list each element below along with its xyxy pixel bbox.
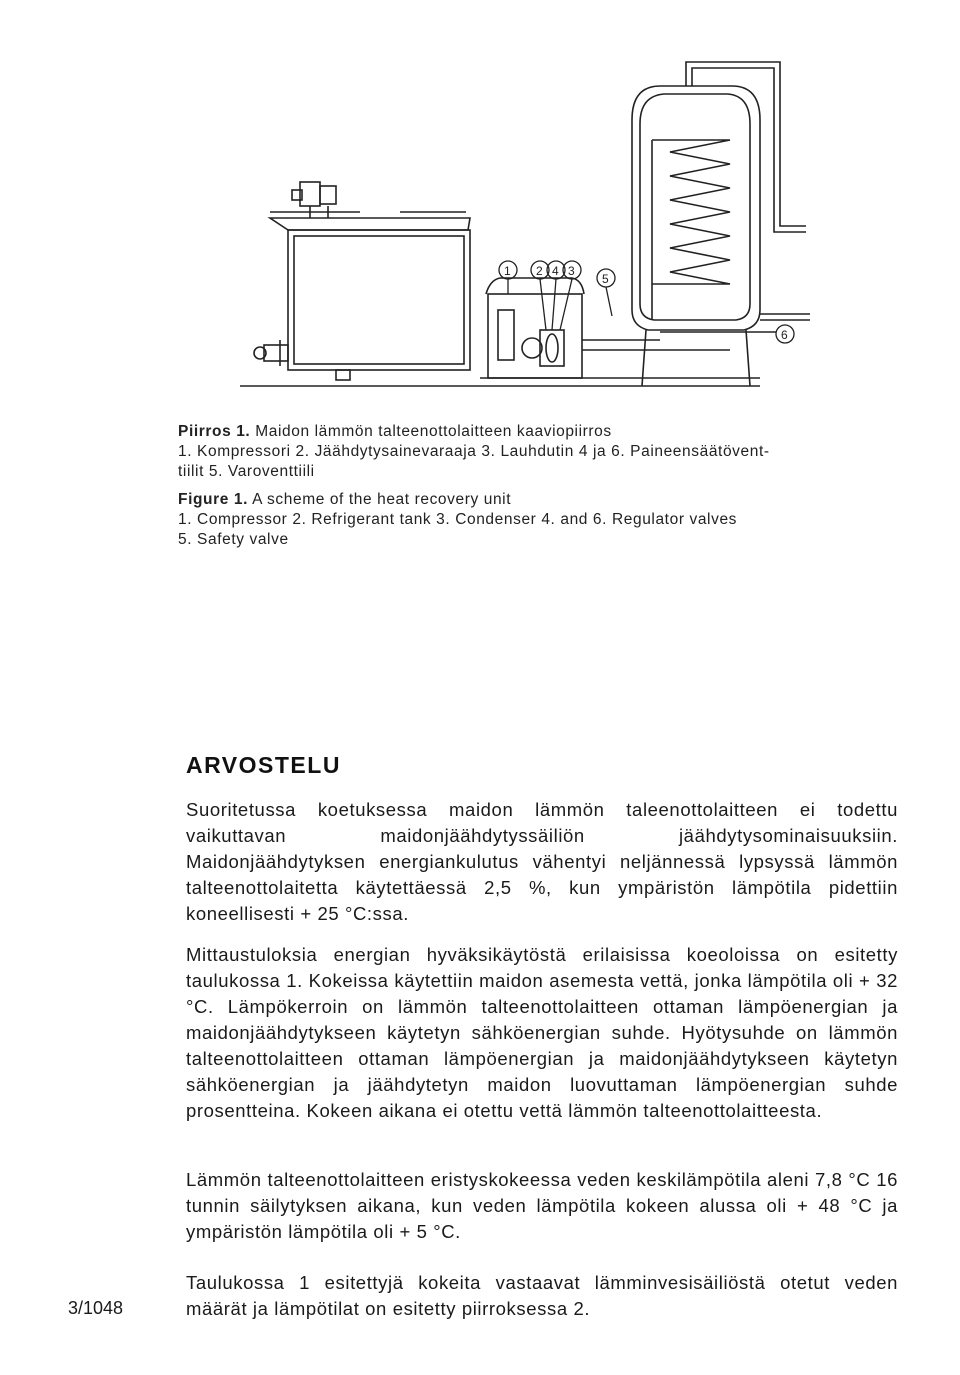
- caption-fi-line3: tiilit 5. Varoventtiili: [178, 463, 315, 480]
- caption-en-title: A scheme of the heat recovery unit: [252, 491, 512, 508]
- caption-en-line1: [178, 490, 898, 510]
- heat-recovery-diagram: [240, 40, 840, 400]
- compressor-unit: [480, 278, 760, 378]
- caption-en-label: Figure 1.: [178, 491, 248, 508]
- section-heading: ARVOSTELU: [186, 752, 341, 778]
- paragraph-3: Lämmön talteenottolaitteen eristyskokeessa veden keskilämpötila aleni 7,8 °C 16 tunnin säilytyksen aikana, kun veden lämpötila kokeen alussa oli + 48 °C ja ympäristön lämpötila oli + 5 °C.: [186, 1169, 898, 1242]
- valve-label-2: 2: [536, 264, 543, 278]
- valve-label-5: 5: [602, 272, 609, 286]
- milk-tank: [254, 182, 470, 380]
- caption-fi-line2: 1. Kompressori 2. Jäähdytysainevaraaja 3. Lauhdutin 4 ja 6. Paineensäätövent-: [178, 443, 770, 460]
- caption-fi-title: Maidon lämmön talteenottolaitteen kaaviopiirros: [255, 423, 612, 440]
- valve-label-1: 1: [504, 264, 511, 278]
- caption-en-line2: 1. Compressor 2. Refrigerant tank 3. Condenser 4. and 6. Regulator valves: [178, 511, 738, 528]
- valve-label-6: 6: [781, 328, 788, 342]
- paragraph-4: Taulukossa 1 esitettyjä kokeita vastaavat lämminvesisäiliöstä otetut veden määrät ja lämpötilat on esitetty piirroksessa 2.: [186, 1272, 898, 1319]
- caption-fi-line1: [178, 422, 898, 442]
- valve-label-4: 4: [552, 264, 559, 278]
- caption-en-line3: 5. Safety valve: [178, 531, 289, 548]
- figure-caption-en: [178, 490, 898, 550]
- valve-label-3: 3: [568, 264, 575, 278]
- page-number: 3/1048: [68, 1298, 124, 1318]
- paragraph-2: Mittaustuloksia energian hyväksikäytöstä erilaisissa koeoloissa on esitetty taulukossa 1. Kokeissa käytettiin maidon asemesta vettä, jonka lämpötila oli + 32 °C. Lämpökerroin on lämmön talteenottolaitteen ottaman lämpöenergian ja maidonjäähdytykseen käytetyn sähköenergian suhde. Hyötysuhde on lämmön talteenottolaitteen ottaman lämpöenergian ja maidonjäähdytykseen käytetyn sähköenergian ja jäähdytetyn maidon luovuttaman lämpöenergian suhde prosentteina. Kokeen aikana ei otettu vettä lämmön talteenottolaitteesta.: [186, 944, 898, 1121]
- paragraph-1: Suoritetussa koetuksessa maidon lämmön taleenottolaitteen ei todettu vaikuttavan maidonjäähdytyssäiliön jäähdytysominaisuuksiin. Maidonjäähdytyksen energiankulutus vähentyi neljännessä lypsyssä lämmön talteenottolaitetta käytettäessä 2,5 %, kun ympäristön lämpötila pidettiin koneellisesti + 25 °C:ssa.: [186, 799, 898, 924]
- caption-fi-label: Piirros 1.: [178, 423, 251, 440]
- figure-caption-fi: [178, 422, 898, 482]
